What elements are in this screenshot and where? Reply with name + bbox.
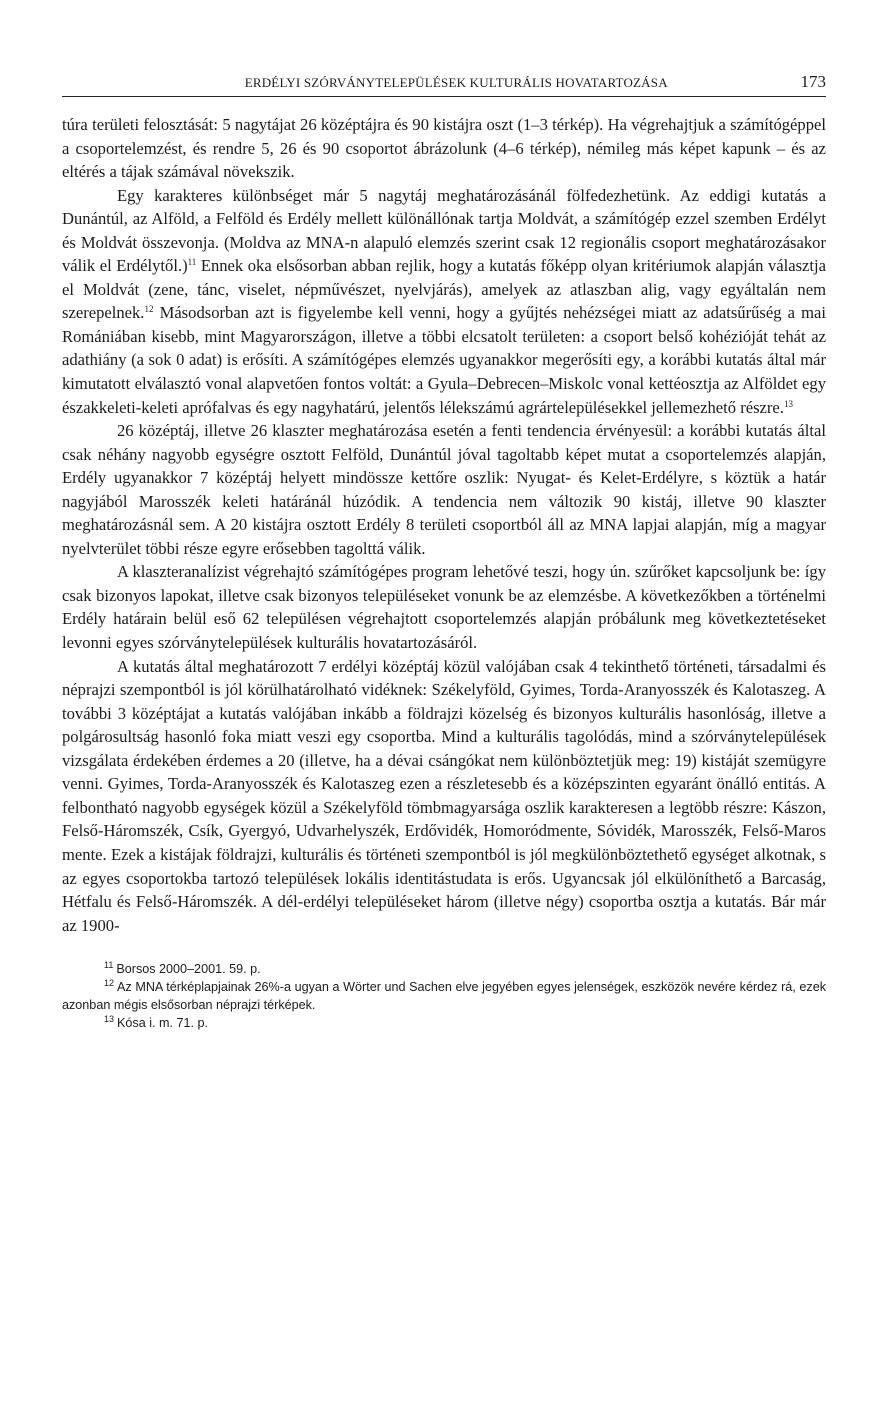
footnotes: [62, 954, 826, 1032]
footnote-text: Kósa i. m. 71. p.: [117, 1016, 209, 1031]
running-header: [62, 72, 826, 97]
paragraph-4: A klaszteranalízist végrehajtó számítógépes program lehetővé teszi, hogy ún. szűrőket kapcsoljunk be: így csak bizonyos lapokat, illetve csak bizonyos településeket vonunk be az elemzésbe. A következőkben a történelmi Erdély határain belül eső 62 településen végrehajtott csoportelemzés alapján próbálunk meg következtetéseket levonni egyes szórványtelepülések kulturális hovatartozásáról.: [62, 562, 826, 653]
paragraph-3: 26 középtáj, illetve 26 klaszter meghatározása esetén a fenti tendencia érvényesül: a korábbi kutatás által csak néhány nagyobb egységre osztott Felföld, Dunántúl jóval tagoltabb képet mutat a csoportelemzés alapján, Erdély ugyanakkor 7 középtáj helyett mindössze kettőre oszlik: Nyugat- és Kelet-Erdélyre, s köztük a határ nagyjából Marosszék keleti határánál húzódik. A tendencia nem változik 90 kistáj, illetve 90 klaszter meghatározásnál sem. A 20 kistájra osztott Erdély 8 területi csoportból áll az MNA lapjai alapján, míg a magyar nyelvterület többi része egyre erősebben tagolttá válik.: [62, 421, 826, 558]
footnote-ref-13[interactable]: 13: [783, 398, 793, 409]
running-title: ERDÉLYI SZÓRVÁNYTELEPÜLÉSEK KULTURÁLIS HOVATARTOZÁSA: [244, 75, 668, 90]
paragraph-1: túra területi felosztását: 5 nagytájat 26 középtájra és 90 kistájra oszt (1–3 térkép). Ha végrehajtjuk a számítógéppel a csoportelemzést, és rendre 5, 26 és 90 csoportot ábrázolunk (4–6 térkép), némileg más képet kapunk – és az eltérés a tájak számával növekszik.: [62, 115, 826, 182]
page-number: 173: [800, 72, 826, 91]
body-text: [62, 113, 826, 937]
footnote-mark: 13: [104, 1014, 115, 1025]
footnote-ref-11[interactable]: 11: [187, 257, 197, 268]
footnote-12: [62, 978, 826, 1014]
book-page: [62, 72, 826, 1032]
footnote-13: [62, 1014, 826, 1032]
footnote-mark: 12: [104, 978, 115, 989]
footnote-11: [62, 960, 826, 978]
paragraph-2-part-c: Másodsorban azt is figyelembe kell venni, hogy a gyűjtés nehézségei miatt az adatsűrűség a mai Romániában kisebb, mint Magyarországon, illetve a többi elcsatolt területen: a csoport belső kohézióját tehát az adathiány (a sok 0 adat) is erősíti. A számítógépes elemzés ugyanakkor megerősíti egy, a korábbi kutatás által már kimutatott elválasztó vonal alapvetően fontos voltát: a Gyula–Debrecen–Miskolc vonal kettéosztja az Alföldet egy északkeleti-keleti aprófalvas és egy nagyhatárú, jelentős lélekszámú agrártelepülésekkel jellemezhető részre.: [62, 303, 826, 417]
paragraph-2-part-b: Ennek oka elsősorban abban rejlik, hogy a kutatás főképp olyan kritériumok alapján választja el Moldvát (zene, tánc, viselet, népművészet, nyelvjárás), amelyek az atlaszban alig, vagy egyáltalán nem szerepelnek.: [62, 256, 826, 323]
paragraph-2-part-a: Egy karakteres különbséget már 5 nagytáj meghatározásánál fölfedezhetünk. Az eddigi kutatás a Dunántúl, az Alföld, a Felföld és Erdély mellett különállónak tartja Moldvát, a számítógép ezzel szemben Erdélyt és Moldvát összevonja. (Moldva az MNA-n alapuló elemzés szerint csak 12 regionális csoport meghatározásakor válik el Erdélytől.): [62, 185, 826, 276]
footnote-mark: 11: [104, 960, 114, 971]
footnote-text: Az MNA térképlapjainak 26%-a ugyan a Wörter und Sachen elve jegyében egyes jelenségek, eszközök nevére kérdez rá, ezek azonban mégis elsősorban néprajzi térképek.: [62, 980, 826, 1013]
paragraph-2: [62, 184, 826, 419]
footnote-ref-12[interactable]: 12: [144, 304, 154, 315]
paragraph-5: A kutatás által meghatározott 7 erdélyi középtáj közül valójában csak 4 tekinthető történeti, társadalmi és néprajzi szempontból is jól körülhatárolható vidéknek: Székelyföld, Gyimes, Torda-Aranyosszék és Kalotaszeg. A további 3 középtájat a kutatás valójában inkább a földrajzi közelség és bizonyos kulturális hasonlóság, illetve a polgárosultság hasonló foka miatt veszi egy csoportba. Mind a kulturális tagolódás, mind a szórványtelepülések vizsgálata érdekében érdemes a 20 (illetve, ha a dévai csángókat nem különböztetjük meg: 19) kistáját szemügyre venni. Gyimes, Torda-Aranyosszék és Kalotaszeg ezen a részletesebb és a középszinten egyaránt önálló entitás. A felbontható nagyobb egységek közül a Székelyföld tömbmagyarsága oszlik karakteresen a legtöbb részre: Kászon, Felső-Háromszék, Csík, Gyergyó, Udvarhelyszék, Erdővidék, Homoródmente, Sóvidék, Marosszék, Felső-Maros mente. Ezek a kistájak földrajzi, kulturális és történeti szempontból is jól megkülönböztethető egységet alkotnak, s az egyes csoportokba tartozó települések lokális identitástudata is erős. Ugyancsak jól elkülöníthető a Barcaság, Hétfalu és Felső-Háromszék. A dél-erdélyi településeket három (illetve négy) csoportba osztja a kutatás. Bár már az 1900-: [62, 656, 826, 935]
footnote-text: Borsos 2000–2001. 59. p.: [116, 962, 261, 977]
